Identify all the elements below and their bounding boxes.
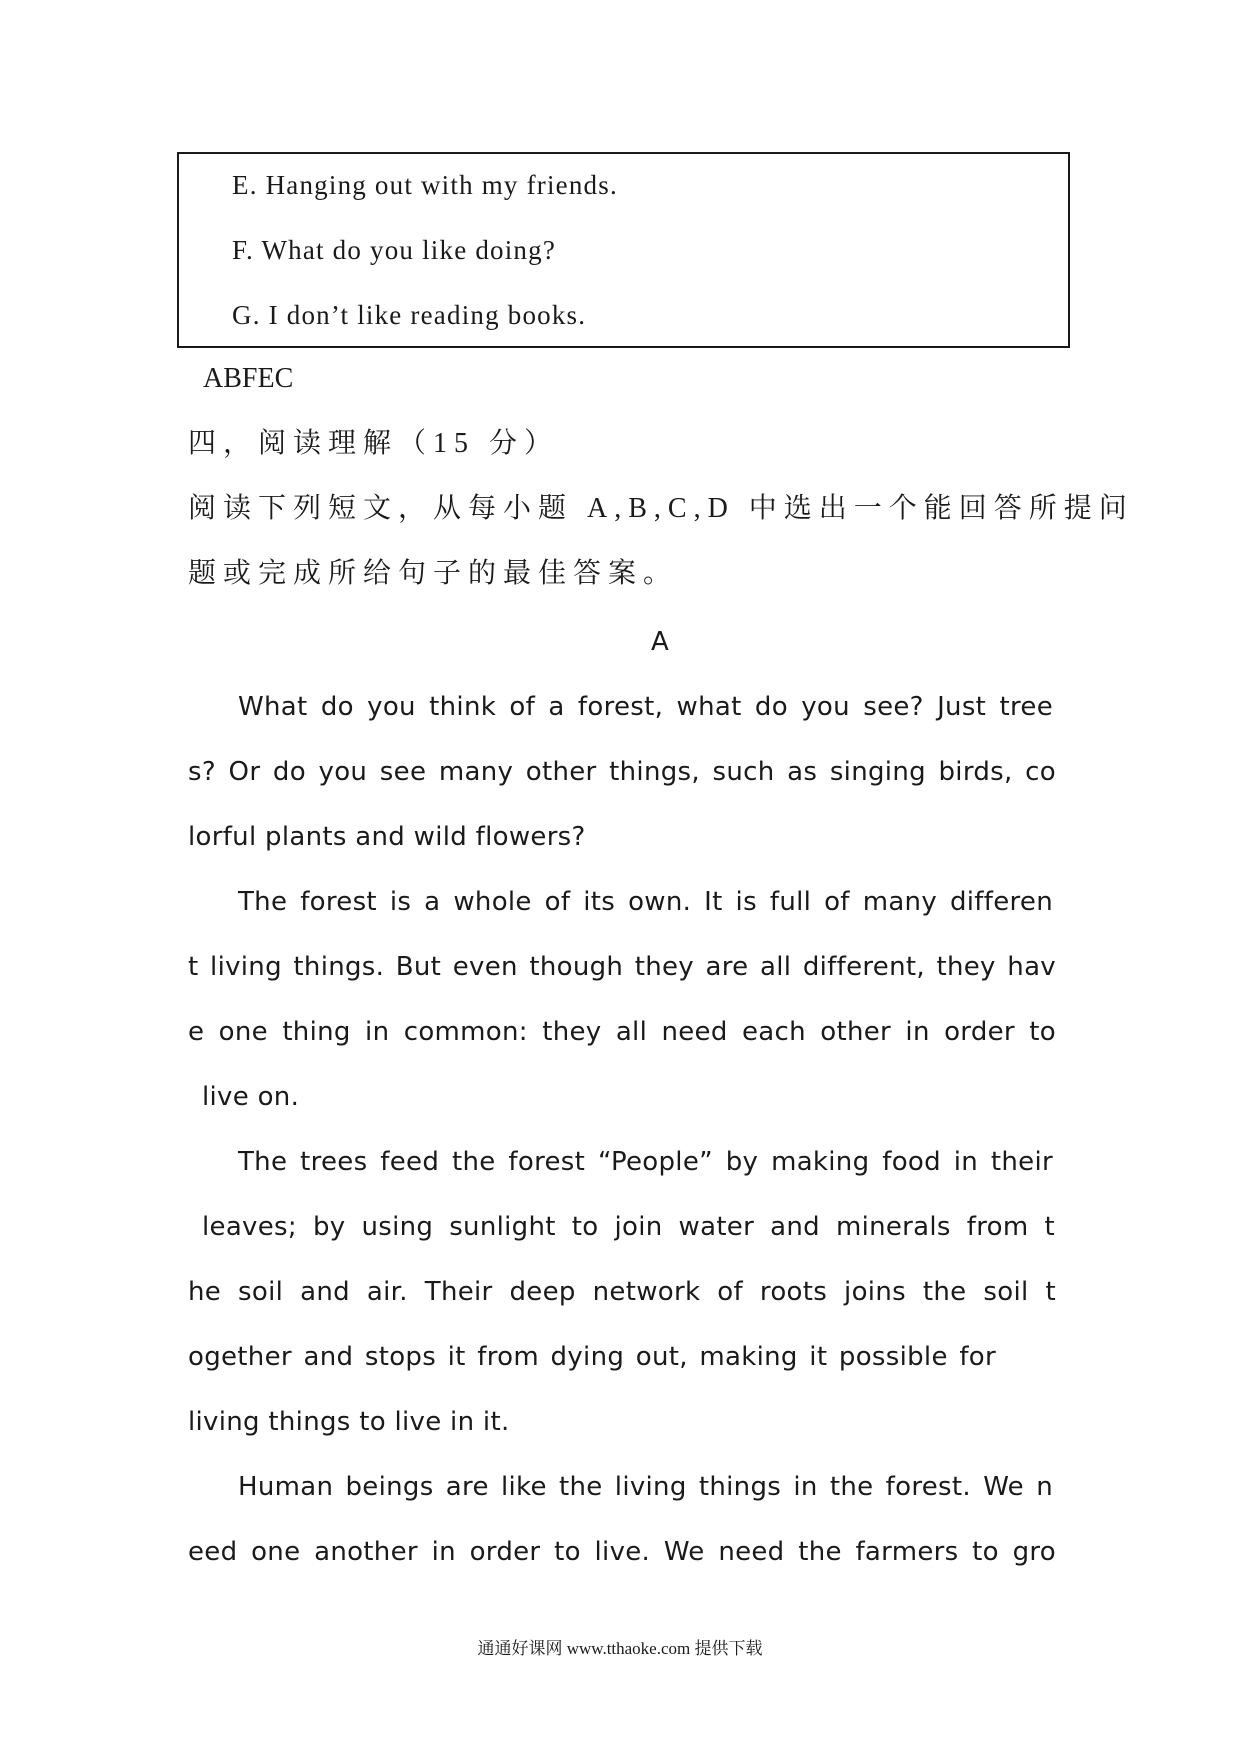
passage-line: The trees feed the forest “People” by making food in their [238,1147,1053,1177]
passage-line: eed one another in order to live. We need the farmers to gro [188,1537,1056,1567]
passage-line: he soil and air. Their deep network of roots joins the soil t [188,1277,1056,1307]
passage-line: lorful plants and wild flowers? [188,822,586,852]
option-f: F. What do you like doing? [232,235,557,265]
answer-key: ABFEC [203,363,294,394]
passage-line: ogether and stops it from dying out, making it possible for [188,1342,996,1372]
instruction-line-1: 阅读下列短文，从每小题 A,B,C,D 中选出一个能回答所提问 [188,493,1134,524]
passage-line: Human beings are like the living things in the forest. We n [238,1472,1053,1502]
passage-line: The forest is a whole of its own. It is full of many differen [238,887,1053,917]
section-heading: 四，阅读理解（15 分） [188,428,560,459]
passage-line: living things to live in it. [188,1407,510,1437]
passage-label: A [650,627,670,657]
instruction-line-2: 题或完成所给句子的最佳答案。 [188,558,679,589]
option-e: E. Hanging out with my friends. [232,170,618,200]
options-box [177,152,1070,348]
passage-line: leaves; by using sunlight to join water and minerals from t [202,1212,1055,1242]
passage-line: s? Or do you see many other things, such as singing birds, co [188,757,1056,787]
passage-line: What do you think of a forest, what do you see? Just tree [238,692,1053,722]
page-footer: 通通好课网 www.tthaoke.com 提供下载 [477,1639,763,1658]
passage-line: live on. [202,1082,300,1112]
option-g: G. I don’t like reading books. [232,300,587,330]
passage-line: t living things. But even though they are all different, they hav [188,952,1056,982]
passage-line: e one thing in common: they all need each other in order to [188,1017,1056,1047]
